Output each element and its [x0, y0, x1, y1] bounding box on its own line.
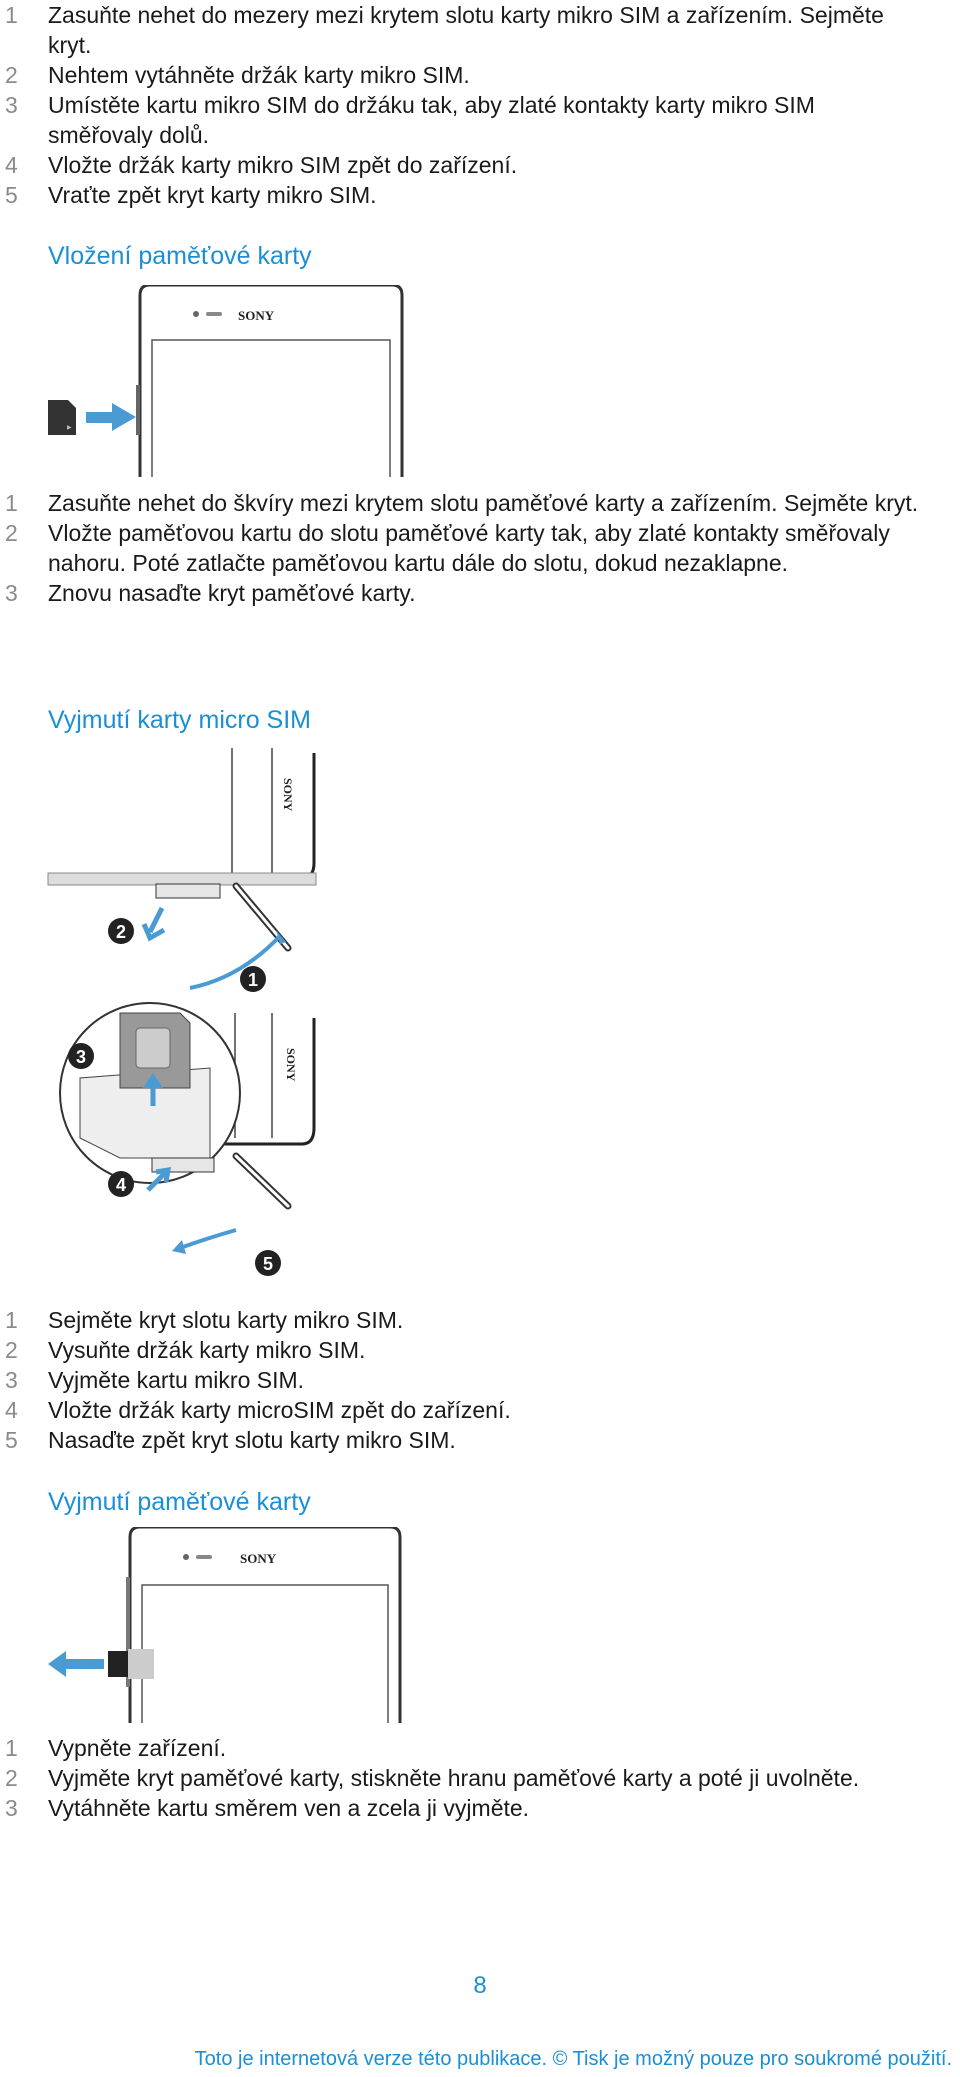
step-text: Vraťte zpět kryt karty mikro SIM.: [48, 182, 377, 208]
brand-logo: SONY: [240, 1551, 277, 1566]
step-number: 4: [5, 1397, 18, 1423]
remove-micro-sim-steps: [0, 1305, 920, 1455]
step-number: 1: [5, 490, 18, 516]
step-item: [0, 1395, 920, 1425]
step-text: Vyjměte kryt paměťové karty, stiskněte hranu paměťové karty a poté ji uvolněte.: [48, 1765, 860, 1791]
insert-memory-card-figure: [40, 285, 440, 477]
step-number: 1: [5, 1735, 18, 1761]
callout-5: [255, 1250, 281, 1276]
step-item: [0, 0, 920, 60]
section-heading-remove-micro-sim: Vyjmutí karty micro SIM: [48, 706, 311, 734]
step-item: [0, 1793, 920, 1823]
step-text: Vložte držák karty mikro SIM zpět do zařízení.: [48, 152, 518, 178]
step-text: Vyjměte kartu mikro SIM.: [48, 1367, 305, 1393]
arrow-left-icon: [48, 1651, 104, 1677]
brand-logo: SONY: [238, 308, 275, 323]
brand-logo: SONY: [284, 1048, 298, 1082]
svg-text:4: 4: [115, 1175, 127, 1195]
step-number: 5: [5, 1427, 18, 1453]
arrow-curve-icon: [190, 930, 286, 988]
step-text: Nehtem vytáhněte držák karty mikro SIM.: [48, 62, 470, 88]
memory-card-icon: [108, 1651, 130, 1677]
callout-3: [68, 1043, 94, 1069]
svg-text:5: 5: [262, 1254, 274, 1274]
svg-text:1: 1: [247, 970, 259, 990]
step-number: 2: [5, 1337, 18, 1363]
svg-text:3: 3: [75, 1047, 87, 1067]
sim-insert-steps: [0, 0, 920, 210]
step-text: Zasuňte nehet do mezery mezi krytem slotu karty mikro SIM a zařízením. Sejměte kryt.: [48, 2, 884, 58]
step-item: [0, 1425, 920, 1455]
section-heading-insert-memory-card: Vložení paměťové karty: [48, 242, 312, 270]
step-number: 1: [5, 1307, 18, 1333]
memory-card-icon: [48, 400, 76, 435]
step-text: Vysuňte držák karty mikro SIM.: [48, 1337, 366, 1363]
step-item: [0, 90, 920, 150]
step-text: Nasaďte zpět kryt slotu karty mikro SIM.: [48, 1427, 456, 1453]
insert-memory-card-steps: [0, 488, 920, 608]
step-text: Umístěte kartu mikro SIM do držáku tak, aby zlaté kontakty karty mikro SIM směřovaly dolů.: [48, 92, 815, 148]
arrow-right-icon: [86, 403, 136, 431]
step-item: [0, 180, 920, 210]
callout-2: [108, 918, 134, 944]
step-number: 4: [5, 152, 18, 178]
step-item: [0, 1763, 920, 1793]
remove-memory-card-figure: [40, 1527, 420, 1723]
arrow-left-curve-icon: [172, 1230, 236, 1254]
step-number: 3: [5, 580, 18, 606]
step-text: Zasuňte nehet do škvíry mezi krytem slotu paměťové karty a zařízením. Sejměte kryt.: [48, 490, 919, 516]
step-item: [0, 1365, 920, 1395]
step-number: 3: [5, 92, 18, 118]
step-number: 3: [5, 1367, 18, 1393]
step-item: [0, 1335, 920, 1365]
step-number: 2: [5, 62, 18, 88]
step-item: [0, 1733, 920, 1763]
section-heading-remove-memory-card: Vyjmutí paměťové karty: [48, 1488, 311, 1516]
phone-illustration: [40, 285, 440, 477]
step-item: [0, 518, 920, 578]
step-number: 2: [5, 520, 18, 546]
step-item: [0, 60, 920, 90]
brand-logo: SONY: [281, 778, 295, 812]
step-item: [0, 1305, 920, 1335]
svg-text:▶: ▶: [67, 425, 72, 431]
step-item: [0, 578, 920, 608]
callout-4: [108, 1171, 134, 1197]
sim-tray-illustration: [40, 748, 340, 1286]
step-text: Znovu nasaďte kryt paměťové karty.: [48, 580, 416, 606]
remove-memory-card-steps: [0, 1733, 920, 1823]
page-number: 8: [473, 1972, 487, 1999]
footer-notice: Toto je internetová verze této publikace. © Tisk je možný pouze pro soukromé použití.: [194, 2048, 952, 2070]
arrow-down-icon: [144, 908, 164, 938]
remove-micro-sim-figure: [40, 748, 340, 1286]
callout-1: [240, 966, 266, 992]
phone-illustration: [40, 1527, 420, 1723]
step-number: 2: [5, 1765, 18, 1791]
step-item: [0, 488, 920, 518]
step-text: Vypněte zařízení.: [48, 1735, 227, 1761]
step-text: Sejměte kryt slotu karty mikro SIM.: [48, 1307, 404, 1333]
step-number: 5: [5, 182, 18, 208]
svg-text:2: 2: [115, 922, 127, 942]
sim-card-zoom: [60, 1003, 240, 1183]
step-text: Vytáhněte kartu směrem ven a zcela ji vyjměte.: [48, 1795, 530, 1821]
step-text: Vložte držák karty microSIM zpět do zařízení.: [48, 1397, 511, 1423]
step-number: 1: [5, 2, 18, 28]
step-item: [0, 150, 920, 180]
step-text: Vložte paměťovou kartu do slotu paměťové karty tak, aby zlaté kontakty směřovaly nahoru. Poté zatlačte paměťovou kartu dále do slotu, dokud nezaklapne.: [48, 520, 890, 576]
step-number: 3: [5, 1795, 18, 1821]
